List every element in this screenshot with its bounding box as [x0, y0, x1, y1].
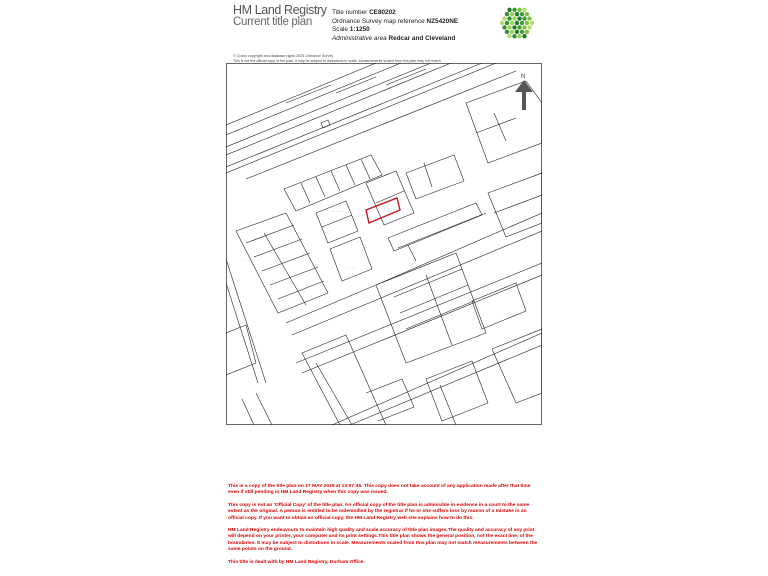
notice-paragraph-2: This copy is not an 'Official Copy' of the title plan. An official copy of the title plan is admissible in evidence in a court to the same extent as the original. A person is entitled to be indemnified by the registrar if he or she suffers loss by reason of a mistake in an official copy. If you want to obtain an official copy, the HM Land Registry web site explains how to do this.	[228, 502, 530, 521]
logo-dot	[520, 30, 524, 34]
admin-area-row	[332, 35, 458, 44]
notice-paragraph-1: This is a copy of the title plan on 27 MAY 2025 at 13:07:45. This copy does not take account of any application made after that time even if still pending in HM Land Registry when this copy was issued.	[228, 484, 531, 496]
title-plan-map	[226, 63, 542, 425]
logo-dot	[515, 21, 519, 25]
notice-paragraph-3: HM Land Registry endeavours to maintain high quality and scale accuracy of title plan images.The quality and accuracy of any print will depend on your printer, your computer and its print settings.This title plan shows the general position, not the exact line, of the boundaries. It may be subject to distortions in scale. Measurements scaled from this plan may not match measurements between the same points on the ground.	[228, 528, 538, 553]
logo-dot	[512, 8, 516, 12]
logo-dot	[507, 16, 511, 20]
admin-area-value: Redcar and Cleveland	[388, 34, 456, 42]
logo-dot	[522, 16, 526, 20]
logo-dot	[515, 12, 519, 16]
logo-dot	[530, 21, 534, 25]
title-number-value: CE80202	[369, 9, 396, 16]
logo-dot	[527, 25, 531, 29]
north-label: N	[521, 74, 526, 80]
land-registry-logo-icon	[498, 3, 536, 43]
logo-dot	[505, 30, 509, 34]
logo-dot	[507, 25, 511, 29]
admin-area-label: Administrative area	[332, 34, 387, 42]
logo-dot	[505, 21, 509, 25]
scale-row	[332, 26, 458, 35]
registered-title-boundary	[366, 198, 400, 223]
logo-dot	[510, 21, 514, 25]
svg-text:· · · · ·: · · · · ·	[348, 266, 357, 270]
logo-dot	[527, 16, 531, 20]
logo-dot	[512, 34, 516, 38]
os-ref-label: Ordnance Survey map reference	[332, 17, 425, 25]
logo-dot	[505, 12, 509, 16]
title-plan-sheet	[226, 0, 542, 576]
copy-notice	[228, 484, 541, 572]
scale-value: 1:1250	[349, 26, 370, 34]
logo-dot	[500, 21, 504, 25]
logo-dot	[515, 30, 519, 34]
logo-dot	[517, 8, 521, 12]
logo-dot	[525, 30, 529, 34]
logo-dot	[507, 34, 511, 38]
svg-text:· · · · · ·: · · · · · ·	[242, 259, 253, 263]
logo-dot	[517, 16, 521, 20]
notice-paragraph-4: This title is dealt with by HM Land Registry, Durham Office.	[228, 559, 365, 565]
logo-dot	[517, 25, 521, 29]
logo-dot	[520, 21, 524, 25]
logo-dot	[510, 12, 514, 16]
logo-dot	[510, 30, 514, 34]
logo-dot	[525, 21, 529, 25]
document-type: Current title plan	[233, 16, 312, 28]
copyright-line-2: This is not the official copy of the plan. It may be subject to distortions in scale. Measurements scaled from this plan may not match	[233, 58, 441, 63]
logo-dot	[522, 25, 526, 29]
logo-dot	[522, 8, 526, 12]
logo-dot	[525, 12, 529, 16]
title-number-row	[332, 9, 458, 18]
os-ref-value: NZ5420NE	[426, 17, 459, 25]
logo-dot	[517, 34, 521, 38]
copyright-line-1: © Crown copyright and database rights 2025 Ordnance Survey	[233, 54, 334, 58]
scale-label: Scale	[332, 26, 348, 34]
crown-copyright-notice	[233, 54, 441, 63]
logo-dot	[502, 25, 506, 29]
os-ref-row	[332, 18, 458, 27]
logo-dot	[502, 16, 506, 20]
logo-dot	[512, 25, 516, 29]
logo-dot	[520, 12, 524, 16]
north-arrow-icon	[511, 72, 537, 112]
logo-dot	[512, 16, 516, 20]
svg-text:· · · · · ·: · · · · · ·	[332, 210, 343, 214]
land-registry-brand	[233, 4, 327, 28]
logo-dot	[507, 8, 511, 12]
logo-dot	[522, 34, 526, 38]
title-number-label: Title number	[332, 9, 368, 16]
brand-name: HM Land Registry	[233, 3, 327, 17]
title-metadata	[332, 9, 458, 43]
